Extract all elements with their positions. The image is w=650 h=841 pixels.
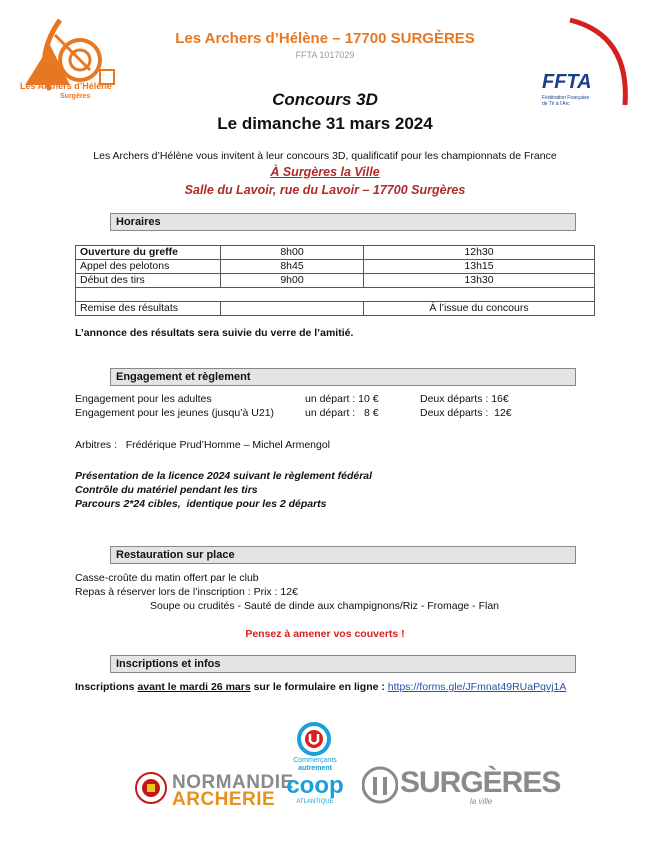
- adults-two: Deux départs : 16€: [420, 393, 509, 405]
- table-cell: [76, 288, 595, 302]
- resto-reminder: Pensez à amener vos couverts !: [245, 628, 405, 640]
- arbitres: Arbitres : Frédérique Prud’Homme – Michel Armengol: [75, 439, 331, 451]
- table-row: [76, 288, 595, 302]
- surgeres-text: SURGÈRES: [400, 766, 561, 799]
- event-title: Concours 3D: [272, 90, 378, 109]
- section-engagement: Engagement et règlement: [110, 368, 576, 386]
- inscriptions-middle: sur le formulaire en ligne :: [250, 681, 388, 693]
- ffta-logo-text: FFTA: [542, 71, 592, 93]
- table-cell: Début des tirs: [76, 274, 221, 288]
- youth-one: un départ : 8 €: [305, 407, 379, 419]
- club-logo-text: Les Archers d’Hélène: [20, 81, 112, 91]
- horaires-table: [75, 245, 595, 316]
- normandie-text: NORMANDIE: [172, 772, 294, 793]
- rule-materiel: Contrôle du matériel pendant les tirs: [75, 484, 258, 496]
- table-cell: 13h15: [364, 260, 595, 274]
- inscriptions-link[interactable]: https://forms.gle/JFmnat49RUaPqvj1A: [387, 681, 567, 693]
- coop-autrement: autrement: [298, 765, 332, 772]
- table-row: [76, 260, 595, 274]
- coop-commercants: Commerçants: [293, 757, 337, 764]
- event-date: Le dimanche 31 mars 2024: [217, 114, 433, 133]
- inscriptions-deadline: avant le mardi 26 mars: [137, 681, 251, 693]
- section-horaires: Horaires: [110, 213, 576, 231]
- table-row: [76, 246, 595, 260]
- surgeres-castle-icon: [362, 765, 398, 805]
- section-restauration: Restauration sur place: [110, 546, 576, 564]
- resto-menu: Soupe ou crudités - Sauté de dinde aux champignons/Riz - Fromage - Flan: [150, 600, 500, 612]
- table-cell: [221, 302, 364, 316]
- club-logo-sub: Surgères: [60, 93, 91, 100]
- rule-licence: Présentation de la licence 2024 suivant le règlement fédéral: [75, 470, 373, 482]
- table-cell: À l’issue du concours: [364, 302, 595, 316]
- adults-one: un départ : 10 €: [305, 393, 379, 405]
- table-row: [76, 302, 595, 316]
- coop-text: coop: [286, 772, 344, 799]
- rule-parcours: Parcours 2*24 cibles, identique pour les 2 départs: [75, 498, 327, 510]
- horaires-note: L’annonce des résultats sera suivie du verre de l’amitié.: [75, 327, 354, 339]
- youth-label: Engagement pour les jeunes (jusqu’à U21): [75, 407, 275, 419]
- table-cell: Remise des résultats: [76, 302, 221, 316]
- table-row: [76, 274, 595, 288]
- location-venue: Salle du Lavoir, rue du Lavoir – 17700 Surgères: [184, 183, 466, 197]
- normandie-seal-icon: [135, 772, 167, 804]
- coop-atlantique: ATLANTIQUE: [296, 799, 334, 805]
- table-cell: 9h00: [221, 274, 364, 288]
- surgeres-sub: la ville: [470, 797, 493, 806]
- ffta-logo-sub1: Fédération Française: [542, 95, 590, 101]
- ffta-number: FFTA 1017029: [295, 50, 355, 60]
- intro-text: Les Archers d’Hélène vous invitent à leur concours 3D, qualificatif pour les championnats de France: [93, 150, 557, 162]
- normandie-seal: [135, 772, 167, 804]
- table-cell: 8h45: [221, 260, 364, 274]
- youth-two: Deux départs : 12€: [420, 407, 512, 419]
- table-cell: 8h00: [221, 246, 364, 260]
- adults-label: Engagement pour les adultes: [75, 393, 212, 405]
- archerie-text: ARCHERIE: [172, 789, 276, 810]
- resto-line1: Casse-croûte du matin offert par le club: [75, 572, 259, 584]
- club-title: Les Archers d’Hélène – 17700 SURGÈRES: [175, 30, 475, 47]
- coop-u-logo: [297, 722, 331, 756]
- section-inscriptions: Inscriptions et infos: [110, 655, 576, 673]
- coop-u-icon: [297, 722, 331, 756]
- table-cell: Ouverture du greffe: [76, 246, 221, 260]
- inscriptions-line: [75, 681, 566, 693]
- surgeres-logo: [362, 765, 398, 805]
- resto-line2: Repas à réserver lors de l’inscription : Prix : 12€: [75, 586, 298, 598]
- ffta-logo-sub2: de Tir à l’Arc: [542, 101, 570, 107]
- table-cell: 12h30: [364, 246, 595, 260]
- inscriptions-prefix: Inscriptions: [75, 681, 138, 693]
- table-cell: Appel des pelotons: [76, 260, 221, 274]
- table-cell: 13h30: [364, 274, 595, 288]
- location-town: À Surgères la Ville: [270, 165, 380, 179]
